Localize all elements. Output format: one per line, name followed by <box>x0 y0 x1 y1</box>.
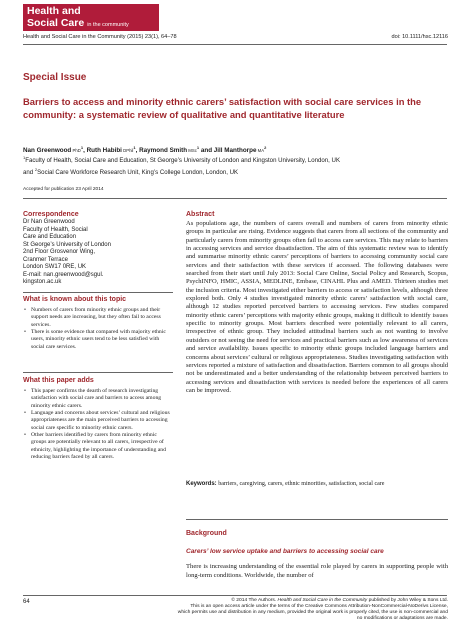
accepted-date: Accepted for publication 23 April 2014 <box>23 187 104 192</box>
list-item: • Other barriers identified by carers from minority ethnic groups are potentially relevant to all carers, irrespective of ethnicity, highlighting the importance of understanding and reducing barriers faced by all carers. <box>23 432 173 461</box>
left-rule <box>23 292 173 293</box>
article-title: Barriers to access and minority ethnic carers’ satisfaction with social care services in the community: a systematic review of qualitative and quantitative literature <box>23 96 422 121</box>
affiliations <box>23 154 448 177</box>
abstract-text: As populations age, the numbers of carers overall and numbers of carers from minority ethnic groups in particular are rising. Evidence suggests that carers from all sections of the community and particularly carers from minority groups often fail to access care services. This may relate to barriers in accessing services and service dissatisfaction. The aim of this systematic review was to identify and summarise minority ethnic carers’ perceptions of barriers to accessing community social care services and their satisfaction with these services if accessed. The following databases were searched from their start until July 2013: Social Care Online, Social Policy and Research, Scopus, PsychINFO, HMIC, ASSIA, MEDLINE, Embase, CINAHL Plus and AMED. Thirteen studies met the inclusion criteria. Most investigated either barriers to access or satisfaction levels, although three explored both. Only 4 studies investigated minority ethnic carers’ satisfaction with social care, although 12 studies reported perceived barriers to accessing services. Few studies compared minority ethnic carers’ perceptions with majority ethnic groups, making it difficult to identify issues specific to minority groups. Most barriers described were potentially relevant to all carers, irrespective of ethnic group. They included attitudinal barriers such as not wanting to involve outsiders or not seeing the need for services and practical barriers such as low awareness of services and service availability. Issues specific to minority ethnic groups included language barriers and concerns about services’ cultural or religious appropriateness. Studies investigating satisfaction with services reported a mixture of satisfaction and dissatisfaction. Barriers common to all groups should not be underestimated and a better understanding of the relationship between perceived barriers to accessing services and dissatisfaction with services is needed before the experiences of all carers can be improved. <box>186 220 448 394</box>
correspondence-heading: Correspondence <box>23 211 79 218</box>
masthead-line1: Health and <box>27 5 81 17</box>
masthead-line2: Social Care in the community <box>27 17 129 29</box>
list-item: • Language and concerns about services’ cultural and religious appropriateness are the main perceived barriers to accessing social care specific to minority ethnic carers. <box>23 410 173 432</box>
email-link[interactable]: E-mail: nan.greenwood@sgul. <box>23 271 104 278</box>
list-item: • This paper confirms the dearth of research investigating satisfaction with social care and barriers to access among minority ethnic carers. <box>23 388 173 410</box>
page-number: 64 <box>23 599 30 605</box>
author: Nan Greenwood PhD$^1$ <box>23 145 84 155</box>
keywords-rule <box>186 519 448 520</box>
abstract-heading: Abstract <box>186 211 215 218</box>
footer-rule <box>23 595 447 596</box>
license-link[interactable]: This is an open access article under the terms of the Creative Commons Attribution-NonCommercial-NoDerivs License, <box>190 604 448 610</box>
author: Jill Manthorpe $MA^2$ <box>213 145 267 155</box>
known-list <box>23 307 173 351</box>
author: Raymond Smith MSc$^1$ <box>139 145 200 155</box>
adds-list <box>23 388 173 461</box>
affiliation-2: and $^2$Social Care Workforce Research Unit, King’s College London, London, UK <box>23 166 239 176</box>
license-footer: © 2014 The Authors. Health and Social Care in the Community published by John Wiley & Sons Ltd. This is an open access article under the terms of the Creative Commons Attribution-NonCommercial-NoDerivs License, which permits use and distribution in any medium, provided the original work is properly cited, the use is non-commercial and no modifications or adaptations are made. <box>23 598 448 622</box>
journal-masthead-logo <box>23 4 159 31</box>
correspondence-address: Dr Nan Greenwood Faculty of Health, Social Care and Education St George’s University of London 2nd Floor Grosvenor Wing, Cranmer Terrace London SW17 0RE, UK E-mail: nan.greenwood@sgul. kingston.ac.uk <box>23 219 178 287</box>
author: Ruth Habibi DPhil$^1$ <box>86 145 136 155</box>
affiliation-1: $^1$Faculty of Health, Social Care and Education, St George’s University of London and Kingston University, London, UK <box>23 155 341 165</box>
special-issue-label: Special Issue <box>23 72 87 83</box>
background-heading: Background <box>186 530 227 537</box>
background-text: There is increasing understanding of the essential role played by carers in supporting people with long-term conditions. Worldwide, the number of <box>186 563 448 579</box>
author-list: Nan Greenwood PhD$^1$, Ruth Habibi DPhil$^1$, Raymond Smith MSc$^1$ and Jill Manthorpe $MA^2$ <box>23 145 267 155</box>
list-item: • There is some evidence that compared with majority ethnic users, minority ethnic users tend to be less satisfied with social care services. <box>23 329 173 351</box>
journal-reference: Health and Social Care in the Community (2015) 23(1), 64–78 <box>23 34 177 40</box>
known-heading: What is known about this topic <box>23 296 127 303</box>
header-rule <box>23 44 447 45</box>
list-item: • Numbers of carers from minority ethnic groups and their support needs are increasing, but they often fail to access services. <box>23 307 173 329</box>
background-subheading: Carers’ low service uptake and barriers to accessing social care <box>186 548 384 555</box>
left-rule <box>23 372 173 373</box>
doi: doi: 10.1111/hsc.12116 <box>391 34 448 40</box>
accepted-rule <box>23 198 447 199</box>
email-link-cont[interactable]: kingston.ac.uk <box>23 279 62 285</box>
keywords: Keywords: barriers, caregiving, carers, ethnic minorities, satisfaction, social care <box>186 481 385 487</box>
adds-heading: What this paper adds <box>23 377 94 384</box>
